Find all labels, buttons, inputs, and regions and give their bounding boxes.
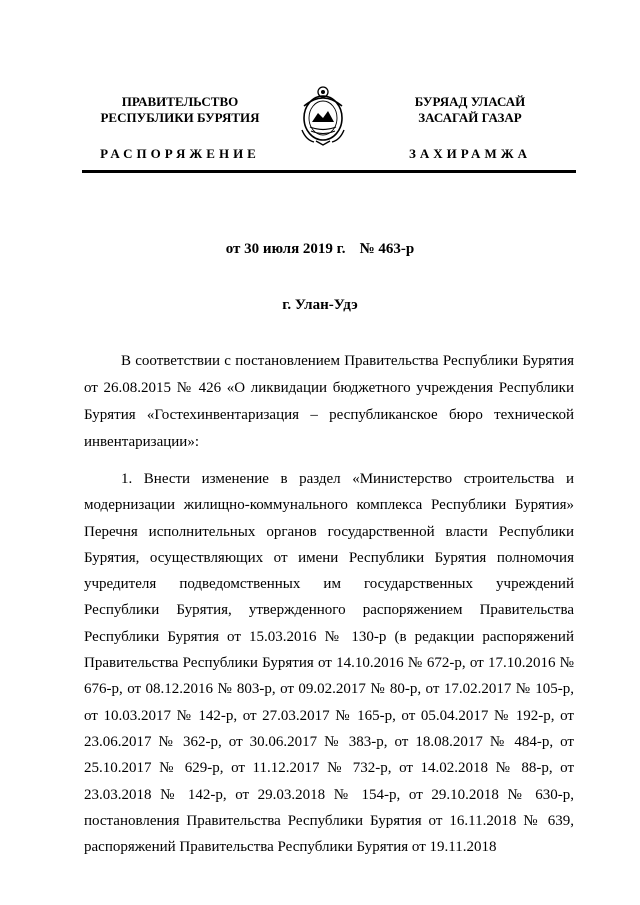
paragraph-text: В соответствии с постановлением Правительства Республики Бурятия от 26.08.2015 № 426 «О ликвидации бюджетного учреждения Республики Бурятия «Гостехинвентаризация – республиканское бюро технической инвентаризации»: <box>84 353 574 450</box>
document-date: от 30 июля 2019 г. <box>225 241 346 257</box>
body-paragraph-item-1 <box>84 466 574 860</box>
document-number: № 463-р <box>359 241 415 257</box>
issuer-buryat-line-2: ЗАСАГАЙ ГАЗАР <box>418 110 522 125</box>
body-paragraph-preamble <box>84 348 574 456</box>
issuer-buryat-line-1: БУРЯАД УЛАСАЙ <box>414 94 526 109</box>
buryatia-coat-of-arms-icon <box>298 80 348 146</box>
document-date-number <box>0 241 640 258</box>
issuer-line-1: ПРАВИТЕЛЬСТВО <box>121 94 239 109</box>
issuer-name-buryat <box>350 94 590 126</box>
document-header <box>0 0 640 175</box>
doc-type-russian: РАСПОРЯЖЕНИЕ <box>100 146 260 161</box>
issuer-line-2: РЕСПУБЛИКИ БУРЯТИЯ <box>100 110 260 125</box>
doc-type-buryat: ЗАХИРАМЖА <box>409 146 531 161</box>
document-city: г. Улан-Удэ <box>282 297 358 313</box>
paragraph-text: 1. Внести изменение в раздел «Министерство строительства и модернизации жилищно-коммунального комплекса Республики Бурятия» Перечня исполнительных органов государственной власти Республики Бурятия, осуществляющих от имени Республики Бурятия полномочия учредителя подведомственных им государственных учреждений Республики Бурятия, утвержденного распоряжением Правительства Республики Бурятия от 15.03.2016 № 130-р (в редакции распоряжений Правительства Республики Бурятия от 14.10.2016 № 672-р, от 17.10.2016 № 676-р, от 08.12.2016 № 803-р, от 09.02.2017 № 80-р, от 17.02.2017 № 105-р, от 10.03.2017 № 142-р, от 27.03.2017 № 165-р, от 05.04.2017 № 192-р, от 23.06.2017 № 362-р, от 30.06.2017 № 383-р, от 18.08.2017 № 484-р, от 25.10.2017 № 629-р, от 11.12.2017 № 732-р, от 14.02.2018 № 88-р, от 23.03.2018 № 142-р, от 29.03.2018 № 154-р, от 29.10.2018 № 630-р, постановления Правительства Республики Бурятия от 16.11.2018 № 639, распоряжений Правительства Республики Бурятия от 19.11.2018 <box>84 471 574 856</box>
header-divider <box>82 170 576 173</box>
issuer-name-russian <box>60 94 300 126</box>
